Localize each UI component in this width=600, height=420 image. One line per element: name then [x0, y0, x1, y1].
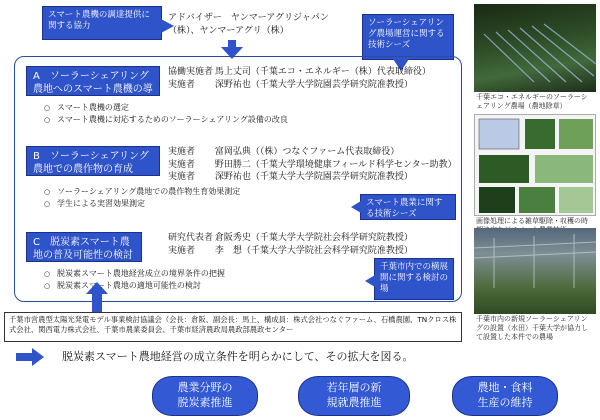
bullet-item: ○ スマート農機に対応するためのソーラーシェアリング設備の改良 — [44, 114, 288, 124]
paddy-solar-photo — [474, 228, 596, 314]
advisor-line-2: （株）、ヤンマーアグリ（株） — [168, 26, 289, 37]
person-row — [168, 159, 457, 172]
advisor-line-1: アドバイザー ヤンマーアグリジャパン — [168, 13, 329, 23]
person-role: 研究代表者 — [168, 233, 214, 243]
bullet-item: ○ 脱炭素スマート農地経営成立の境界条件の把握 — [44, 269, 225, 278]
drone-imaging-caption: 画像処理による雑草駆除・収穫の時 — [474, 216, 596, 228]
person-role: 実施者 — [168, 245, 196, 256]
goal-farmland: 農地・食料 生産の維持 — [452, 376, 558, 416]
person-row — [168, 245, 413, 258]
person-role: 実施者 — [168, 159, 196, 170]
circle-bullet-icon: ○ — [44, 270, 51, 278]
solar-sharing-seeds-callout: ソーラーシェアリング農場運営に関する技術シーズ — [362, 14, 454, 60]
council-members: 千葉市営農型太陽光発電モデル事業検討協議会（会長：倉阪、副会長：馬上、構成員：株式会社つなぐファーム、石橋農園、TNクロス株式会社、関西電力株式会社、千葉市農業委員会、千葉市経済農政局農政部農政センター — [4, 312, 462, 342]
bullet-item: ○ スマート農機の選定 — [44, 103, 129, 112]
section-a-title: A ソーラーシェアリング農地へのスマート農機の導入 — [26, 66, 160, 96]
goal-young-farmers: 若年層の新 規就農推進 — [298, 376, 410, 416]
section-c-people — [168, 232, 413, 257]
person-row — [168, 79, 431, 92]
circle-bullet-icon: ○ — [44, 281, 51, 290]
section-b-title: B ソーラーシェアリング農地での農作物の育成 — [26, 146, 160, 176]
person-name: 倉阪秀史（千葉大学大学院社会科学研究院教授） — [214, 233, 413, 243]
circle-bullet-icon: ○ — [44, 115, 51, 124]
bullet-item: ○ ソーラーシェアリング農地での農作物生育効果測定 — [44, 187, 241, 196]
person-row — [168, 171, 457, 184]
city-expansion-callout: 千葉市内での横展開に関する検討の場 — [374, 258, 454, 300]
bullet-item: ○ 学生による実習効果測定 — [44, 198, 145, 208]
paddy-solar-caption: 千葉市内の新規ソーラーシェアリングの設置（水田）千葉大学が協力して設置した本件での農場 — [474, 314, 596, 354]
goal-decarbonization: 農業分野の 脱炭素推進 — [152, 376, 258, 416]
smart-machinery-callout: スマート農機の調達提供に関する協力 — [42, 6, 162, 40]
person-row — [168, 232, 413, 245]
bullet-item: ○ 脱炭素スマート農地の適地可能性の検討 — [44, 280, 201, 290]
section-b-people — [168, 146, 457, 184]
person-name: 馬上丈司（千葉エコ・エネルギー（株）代表取締役） — [214, 67, 431, 77]
person-row — [168, 66, 431, 79]
person-role: 実施者 — [168, 147, 196, 157]
drone-imaging-photo — [474, 114, 596, 216]
advisor-info — [168, 12, 329, 38]
section-a-bullets — [44, 102, 288, 125]
person-name: 野田勝二（千葉大学環境健康フィールド科学センター助教） — [214, 159, 457, 170]
section-c-title: C 脱炭素スマート農地の普及可能性の検討 — [26, 232, 142, 262]
solar-farm-caption: 千葉エコ・エネルギーのソーラーシェアリング農場（農地除草） — [474, 92, 596, 112]
smart-agri-seeds-callout: スマート農業に関する技術シーズ — [360, 194, 456, 220]
circle-bullet-icon: ○ — [44, 199, 51, 208]
council-arrow-head — [86, 282, 108, 294]
arrow-right-icon — [16, 348, 44, 366]
circle-bullet-icon: ○ — [44, 104, 51, 112]
conclusion-text: 脱炭素スマート農地経営の成立条件を明らかにして、その拡大を図る。 — [62, 350, 414, 363]
person-role: 実施者 — [168, 79, 196, 90]
section-b-bullets — [44, 186, 240, 209]
person-name: 深野祐也（千葉大学大学院園芸学研究院准教授） — [214, 79, 413, 90]
person-name: 富岡弘典（（株）つなぐファーム代表取締役） — [214, 147, 400, 157]
section-c-bullets — [44, 268, 225, 291]
person-row — [168, 146, 457, 159]
section-a-people — [168, 66, 431, 91]
person-name: 李 想（千葉大学大学院社会科学研究院准教授） — [214, 245, 413, 256]
council-arrow-stem — [92, 292, 102, 312]
person-role: 協働実施者 — [168, 67, 214, 77]
solar-farm-photo — [474, 4, 596, 92]
person-role: 実施者 — [168, 172, 196, 183]
circle-bullet-icon: ○ — [44, 188, 51, 196]
person-name: 深野祐也（千葉大学大学院園芸学研究院准教授） — [214, 172, 413, 183]
